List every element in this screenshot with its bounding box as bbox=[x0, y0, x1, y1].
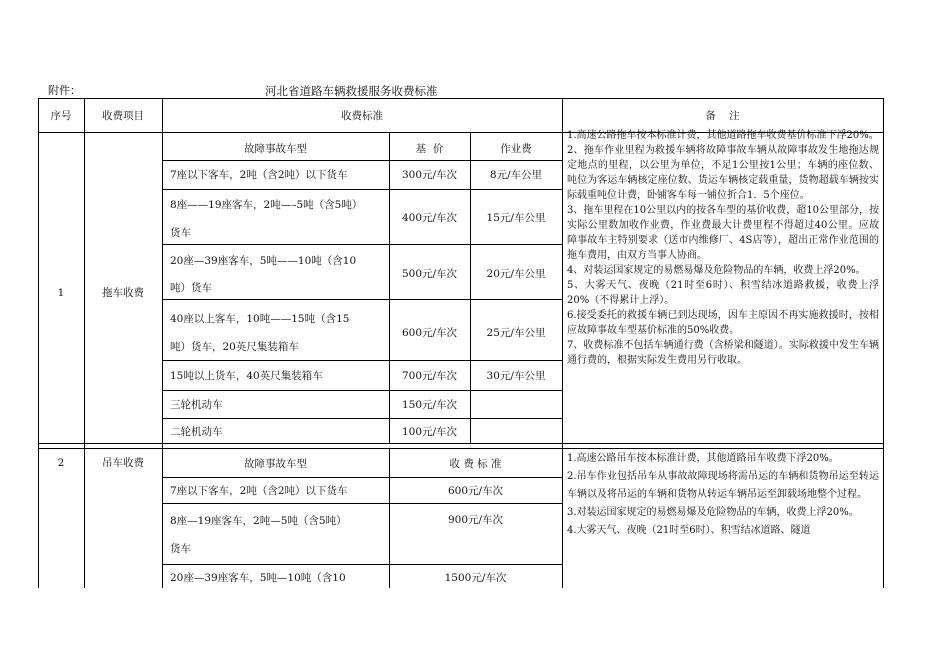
s1-row5-base: 700元/车次 bbox=[401, 370, 458, 382]
section2-no: 2 bbox=[57, 457, 65, 469]
s1-row3-work: 20元/车公里 bbox=[486, 268, 546, 280]
section1-subhead-vehicle: 故障事故车型 bbox=[244, 143, 307, 155]
s2-remark-2: 2.吊车作业包括吊车从事故故障现场将需吊运的车辆和货物吊运至转运车辆以及将吊运的车辆和货物从转运车辆吊运至卸载场地整个过程。 bbox=[567, 471, 879, 500]
s2-row2-vehicle-line1: 8座—19座客车，2吨—5吨（含5吨） bbox=[170, 515, 347, 527]
section1-subhead-work: 作业费 bbox=[500, 143, 532, 155]
s1-remark-6: 6.接受委托的救援车辆已到达现场，因车主原因不再实施救援时，按相应故障事故车型基价标准的50%收费。 bbox=[567, 310, 879, 336]
s1-row4-base: 600元/车次 bbox=[401, 327, 458, 339]
s1-remark-1: 1.高速公路拖车按本标准计费，其他道路拖车收费基价标准下浮20%。 bbox=[567, 130, 879, 141]
section2-remarks bbox=[567, 450, 879, 588]
section2-subhead-vehicle: 故障事故车型 bbox=[244, 458, 307, 470]
s2-row2-price: 900元/车次 bbox=[447, 514, 504, 526]
column-header-no: 序号 bbox=[50, 110, 72, 122]
s1-remark-7: 7、收费标准不包括车辆通行费（含桥梁和隧道）。实际救援中发生车辆通行费的，根据实际发生费用另行收取。 bbox=[567, 340, 879, 366]
section2-item: 吊车收费 bbox=[102, 457, 144, 469]
s1-remark-3: 3、拖车里程在10公里以内的按各车型的基价收费，超10公里部分，按实际公里数加收作业费，作业费最大计费里程不得超过40公里。应故障事故车主特别要求（送市内维修厂、4S店等），超出正常作业范围的拖车费用，由双方当事人协商。 bbox=[567, 205, 879, 261]
s1-row7-vehicle: 二轮机动车 bbox=[170, 426, 223, 438]
s1-row3-vehicle-line2: 吨）货车 bbox=[170, 282, 212, 294]
s1-row1-work: 8元/车公里 bbox=[489, 169, 543, 181]
section1-no: 1 bbox=[57, 287, 65, 299]
s2-remark-1: 1.高速公路吊车按本标准计费，其他道路吊车收费下浮20%。 bbox=[567, 453, 839, 464]
s1-remark-2: 2、拖车作业里程为救援车辆将故障事故车辆从故障事故发生地拖达规定地点的里程，以公里为单位，不足1公里按1公里；车辆的座位数、吨位为客运车辆核定座位数、货运车辆核定载重量，货物超载车辆按实际载重吨位计费，卧铺客车每一铺位折合1．5个座位。 bbox=[567, 145, 879, 201]
s1-remark-5: 5、大雾天气、夜晚（21时至6时）、积雪结冰道路救援，收费上浮20%（不得累计上浮）。 bbox=[567, 280, 879, 306]
attachment-label: 附件： bbox=[48, 84, 81, 97]
s2-row1-vehicle: 7座以下客车，2吨（含2吨）以下货车 bbox=[170, 485, 348, 497]
section2-subhead-price: 收 费 标 准 bbox=[449, 458, 502, 470]
s1-row4-vehicle-line2: 吨）货车，20英尺集装箱车 bbox=[170, 341, 299, 353]
document-title: 河北省道路车辆救援服务收费标准 bbox=[265, 84, 438, 98]
s2-row3-price: 1500元/车次 bbox=[444, 572, 507, 584]
s2-row2-vehicle-line2: 货车 bbox=[170, 543, 191, 555]
s1-row5-work: 30元/车公里 bbox=[486, 370, 546, 382]
s1-row4-work: 25元/车公里 bbox=[486, 327, 546, 339]
s1-row2-work: 15元/车公里 bbox=[486, 212, 546, 224]
s2-row3-vehicle: 20座—39座客车，5吨—10吨（含10 bbox=[170, 572, 346, 584]
s1-row5-vehicle: 15吨以上货车，40英尺集装箱车 bbox=[170, 370, 323, 382]
s1-row6-base: 150元/车次 bbox=[401, 399, 458, 411]
s2-remark-3: 3.对装运国家规定的易燃易爆及危险物品的车辆，收费上浮20%。 bbox=[567, 507, 859, 518]
s1-row1-base: 300元/车次 bbox=[401, 169, 458, 181]
s1-row1-vehicle: 7座以下客车，2吨（含2吨）以下货车 bbox=[170, 169, 348, 181]
section1-item: 拖车收费 bbox=[102, 287, 144, 299]
section1-subhead-base: 基 价 bbox=[415, 143, 444, 155]
column-header-standard: 收费标准 bbox=[341, 110, 383, 122]
section1-remarks bbox=[567, 128, 879, 368]
s1-row2-base: 400元/车次 bbox=[401, 212, 458, 224]
s1-row4-vehicle-line1: 40座以上客车，10吨——15吨（含15 bbox=[170, 313, 350, 325]
s1-remark-4: 4、对装运国家规定的易燃易爆及危险物品的车辆，收费上浮20%。 bbox=[567, 265, 866, 276]
s1-row3-base: 500元/车次 bbox=[401, 268, 458, 280]
s2-row1-price: 600元/车次 bbox=[447, 485, 504, 497]
s2-remark-4: 4.大雾天气、夜晚（21时至6时）、积雪结冰道路、隧道 bbox=[567, 525, 811, 536]
s1-row6-vehicle: 三轮机动车 bbox=[170, 399, 223, 411]
column-header-item: 收费项目 bbox=[102, 110, 144, 122]
s1-row3-vehicle-line1: 20座—39座客车，5吨——10吨（含10 bbox=[170, 255, 357, 267]
column-header-remarks: 备 注 bbox=[705, 110, 740, 122]
s1-row7-base: 100元/车次 bbox=[401, 426, 458, 438]
s1-row2-vehicle-line2: 货车 bbox=[170, 227, 191, 239]
s1-row2-vehicle-line1: 8座——19座客车，2吨—–5吨（含5吨） bbox=[170, 199, 363, 211]
